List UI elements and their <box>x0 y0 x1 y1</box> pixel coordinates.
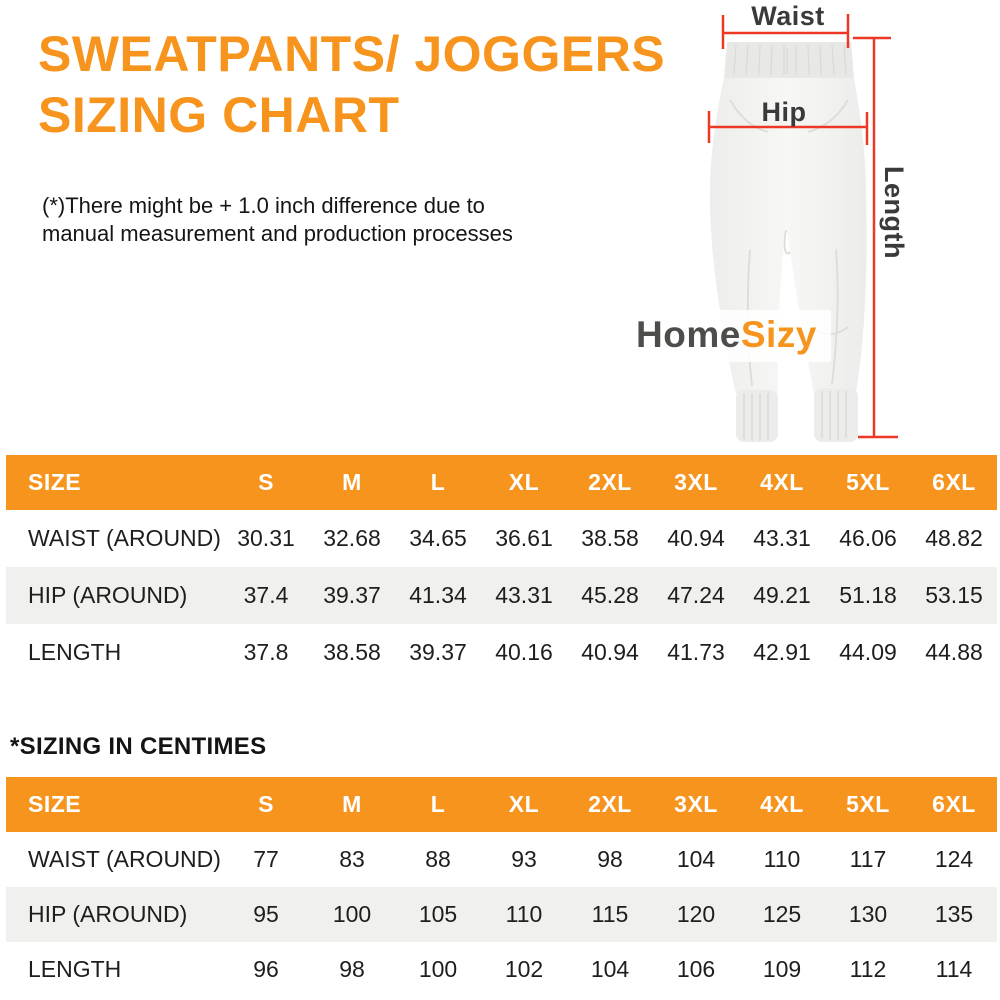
table-cell: 40.16 <box>495 639 553 665</box>
table-cell: 105 <box>418 901 458 927</box>
table-cell: 110 <box>763 846 801 872</box>
table-cell: 130 <box>848 901 888 927</box>
table-cell: 38.58 <box>581 525 639 551</box>
table-cell: 39.37 <box>409 639 467 665</box>
row-label: HIP (AROUND) <box>28 582 188 608</box>
table-cell: 104 <box>590 956 630 982</box>
hip-label: Hip <box>761 97 807 127</box>
table-cell: 43.31 <box>495 582 553 608</box>
table-cell: 49.21 <box>753 582 811 608</box>
table-row <box>6 624 997 681</box>
table-cell: 110 <box>505 901 543 927</box>
pants-waistband <box>724 42 854 78</box>
column-header: L <box>395 777 481 832</box>
size-column-header: SIZE <box>6 455 223 510</box>
table-row <box>6 567 997 624</box>
table-cell: 47.24 <box>667 582 725 608</box>
table-cell: 44.88 <box>925 639 983 665</box>
table-cell: 46.06 <box>839 525 897 551</box>
table-cell: 114 <box>935 956 973 982</box>
column-header: XL <box>481 455 567 510</box>
table-cell: 39.37 <box>323 582 381 608</box>
disclaimer-line1: (*)There might be + 1.0 inch difference due to <box>42 193 485 218</box>
table-cell: 104 <box>676 846 716 872</box>
column-header: 2XL <box>567 455 653 510</box>
table-cell: 43.31 <box>753 525 811 551</box>
row-label: WAIST (AROUND) <box>28 846 221 872</box>
brand-logo <box>622 310 831 362</box>
size-table-inches <box>6 455 997 681</box>
page-title-line1: SWEATPANTS/ JOGGERS <box>38 26 666 82</box>
column-header: 4XL <box>739 777 825 832</box>
column-header: 6XL <box>911 455 997 510</box>
disclaimer-line2: manual measurement and production processes <box>42 220 513 246</box>
column-header: 2XL <box>567 777 653 832</box>
table-cell: 95 <box>253 901 279 927</box>
row-label: LENGTH <box>28 956 122 982</box>
table-cell: 83 <box>339 846 365 872</box>
column-header: S <box>223 777 309 832</box>
table-row <box>6 942 997 997</box>
table-cell: 32.68 <box>323 525 381 551</box>
table-cell: 40.94 <box>667 525 725 551</box>
column-header: M <box>309 455 395 510</box>
table-header-row <box>6 777 997 832</box>
table-cell: 38.58 <box>323 639 381 665</box>
sweatpants-photo <box>600 0 1000 455</box>
table-cell: 96 <box>253 956 279 982</box>
row-label: LENGTH <box>28 639 122 665</box>
column-header: 3XL <box>653 777 739 832</box>
table-cell: 88 <box>425 846 451 872</box>
table-cell: 37.8 <box>243 639 289 665</box>
product-figure <box>600 0 1000 455</box>
table-cell: 117 <box>849 846 887 872</box>
table-cell: 37.4 <box>243 582 289 608</box>
table-cell: 112 <box>849 956 887 982</box>
column-header: L <box>395 455 481 510</box>
table-cell: 100 <box>418 956 458 982</box>
table-row <box>6 887 997 942</box>
column-header: M <box>309 777 395 832</box>
column-header: 3XL <box>653 455 739 510</box>
table-cell: 34.65 <box>409 525 467 551</box>
table-cell: 41.73 <box>667 639 725 665</box>
table-cell: 51.18 <box>839 582 897 608</box>
table-cell: 109 <box>762 956 802 982</box>
table-cell: 77 <box>253 846 279 872</box>
page-title <box>38 24 678 145</box>
column-header: 5XL <box>825 455 911 510</box>
table-cell: 98 <box>339 956 365 982</box>
column-header: S <box>223 455 309 510</box>
table-cell: 44.09 <box>839 639 897 665</box>
row-label: WAIST (AROUND) <box>28 525 221 551</box>
table-cell: 41.34 <box>409 582 467 608</box>
table-cell: 125 <box>762 901 802 927</box>
table-header-row <box>6 455 997 510</box>
table-row <box>6 510 997 567</box>
column-header: XL <box>481 777 567 832</box>
brand-logo-home: Home <box>636 314 741 355</box>
table-cell: 93 <box>511 846 537 872</box>
table-row <box>6 832 997 887</box>
brand-logo-sizy: Sizy <box>740 314 817 355</box>
table-cell: 102 <box>504 956 544 982</box>
table-cell: 36.61 <box>495 525 553 551</box>
waist-label: Waist <box>751 1 825 31</box>
size-table-centimeters <box>6 777 997 997</box>
table-cell: 40.94 <box>581 639 639 665</box>
table-cell: 45.28 <box>581 582 639 608</box>
table-cell: 48.82 <box>925 525 983 551</box>
table-cell: 53.15 <box>925 582 983 608</box>
page-title-line2: SIZING CHART <box>38 86 400 143</box>
table-cell: 98 <box>597 846 623 872</box>
table-cell: 115 <box>591 901 629 927</box>
size-column-header: SIZE <box>6 777 223 832</box>
row-label: HIP (AROUND) <box>28 901 188 927</box>
pants-cuffs <box>736 388 858 442</box>
table-cell: 100 <box>332 901 372 927</box>
table-cell: 30.31 <box>237 525 295 551</box>
table-cell: 124 <box>934 846 974 872</box>
measurement-disclaimer <box>42 192 622 248</box>
column-header: 6XL <box>911 777 997 832</box>
table-cell: 120 <box>676 901 716 927</box>
table-cell: 106 <box>676 956 716 982</box>
column-header: 4XL <box>739 455 825 510</box>
centimeters-note: *SIZING IN CENTIMES <box>10 733 267 760</box>
table-cell: 42.91 <box>753 639 811 665</box>
length-label: Length <box>879 166 909 259</box>
column-header: 5XL <box>825 777 911 832</box>
table-cell: 135 <box>934 901 974 927</box>
